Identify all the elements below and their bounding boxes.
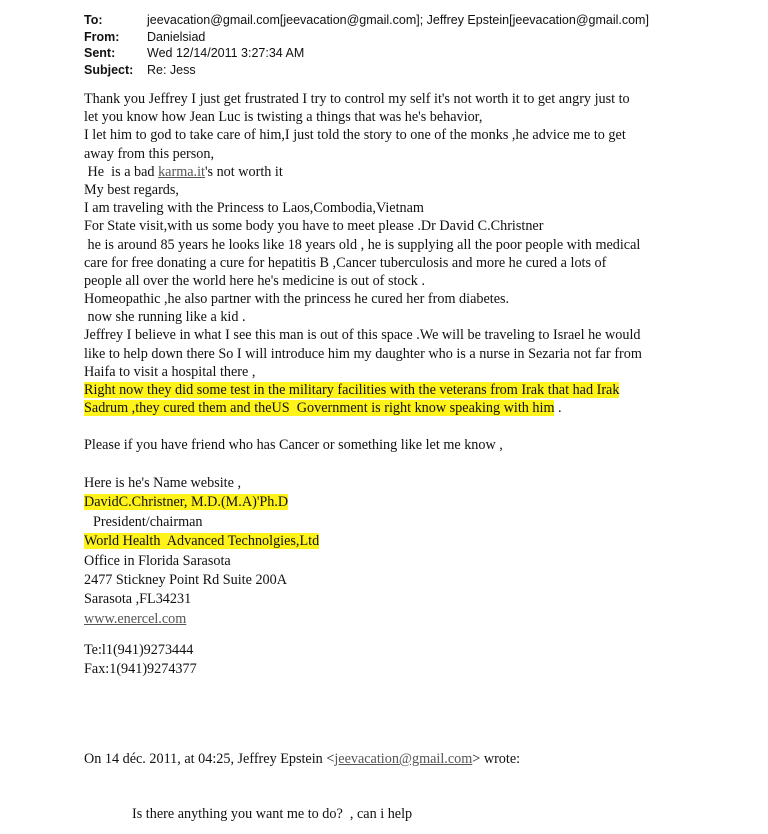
body-line: Homeopathic ,he also partner with the princess he cured her from diabetes. <box>84 291 510 308</box>
signature-name: DavidC.Christner, M.D.(M.A)'Ph.D <box>84 494 289 511</box>
signature-intro: Here is he's Name website , <box>84 475 241 491</box>
body-text: He is a bad <box>84 163 159 180</box>
fax-line: Fax:1(941)9274377 <box>84 661 197 677</box>
body-text: 's not worth it <box>204 163 283 180</box>
signature-address2: Sarasota ,FL34231 <box>84 591 192 608</box>
to-value: jeevacation@gmail.com[jeevacation@gmail.com]; Jeffrey Epstein[jeevacation@gmail.com] <box>147 13 649 27</box>
body-line: My best regards, <box>84 181 179 198</box>
body-text: . <box>554 400 562 417</box>
from-label: From: <box>84 29 120 44</box>
body-line: he is around 85 years he looks like 18 years old , he is supplying all the poor people with medical <box>84 236 641 253</box>
message-body <box>84 90 724 454</box>
email-header <box>84 12 649 78</box>
signature-website-line <box>84 610 319 629</box>
email-link[interactable]: jeevacation@gmail.com <box>334 751 473 767</box>
sent-row <box>84 45 649 62</box>
to-label: To: <box>84 13 103 27</box>
from-row <box>84 29 649 46</box>
body-line: I am traveling with the Princess to Laos,Combodia,Vietnam <box>84 200 424 217</box>
signature-title: President/chairman <box>93 513 203 530</box>
highlight-text: Right now they did some test in the military facilities with the veterans from Irak that had Irak <box>84 382 620 398</box>
body-line: like to help down there So I will introduce him my daughter who is a nurse in Sezaria not far from <box>84 345 642 362</box>
subject-row <box>84 62 649 79</box>
body-line: Haifa to visit a hospital there , <box>84 363 256 380</box>
subject-value: Re: Jess <box>147 62 196 77</box>
highlight-text: Sadrum ,they cured them and theUS Government is right know speaking with him <box>84 400 555 417</box>
signature-office: Office in Florida Sarasota <box>84 552 231 569</box>
attribution-text: > wrote: <box>472 751 521 767</box>
signature-company: World Health Advanced Technolgies,Ltd <box>84 533 320 550</box>
signature-name-line <box>84 493 319 512</box>
body-line: For State visit,with us some body you have to meet please .Dr David C.Christner <box>84 218 544 235</box>
body-line: people all over the world here he's medicine is out of stock . <box>84 272 425 289</box>
karma-link[interactable]: karma.it <box>158 163 205 180</box>
signature-address1: 2477 Stickney Point Rd Suite 200A <box>84 571 287 588</box>
body-line: Thank you Jeffrey I just get frustrated I try to control my self it's not worth it to get angry just to <box>84 91 630 107</box>
body-line: let you know how Jean Luc is twisting a things that was he's behavior, <box>84 109 483 126</box>
body-line <box>84 163 724 181</box>
highlighted-line <box>84 381 724 399</box>
body-line: away from this person, <box>84 145 215 162</box>
signature-block <box>84 474 319 629</box>
sent-label: Sent: <box>84 46 116 60</box>
tel-line: Te:l1(941)9273444 <box>84 642 194 658</box>
body-line: Jeffrey I believe in what I see this man is out of this space .We will be traveling to Israel he would <box>84 327 641 344</box>
body-line: I let him to god to take care of him,I just told the story to one of the monks ,he advice me to get <box>84 127 626 144</box>
from-value: Danielsiad <box>147 29 206 44</box>
body-line: now she running like a kid . <box>84 309 246 326</box>
website-link[interactable]: www.enercel.com <box>84 610 187 627</box>
reply-attribution <box>84 751 520 768</box>
contact-block <box>84 641 197 679</box>
attribution-text: On 14 déc. 2011, at 04:25, Jeffrey Epstein < <box>84 751 335 767</box>
quoted-message: Is there anything you want me to do? , can i help <box>132 806 413 822</box>
signature-company-line <box>84 532 319 551</box>
highlighted-line <box>84 399 724 417</box>
to-row <box>84 12 649 29</box>
body-line: Please if you have friend who has Cancer or something like let me know , <box>84 436 503 453</box>
body-line: care for free donating a cure for hepatitis B ,Cancer tuberculosis and more he cured a lots of <box>84 254 607 271</box>
subject-label: Subject: <box>84 62 134 77</box>
sent-value: Wed 12/14/2011 3:27:34 AM <box>147 46 305 60</box>
